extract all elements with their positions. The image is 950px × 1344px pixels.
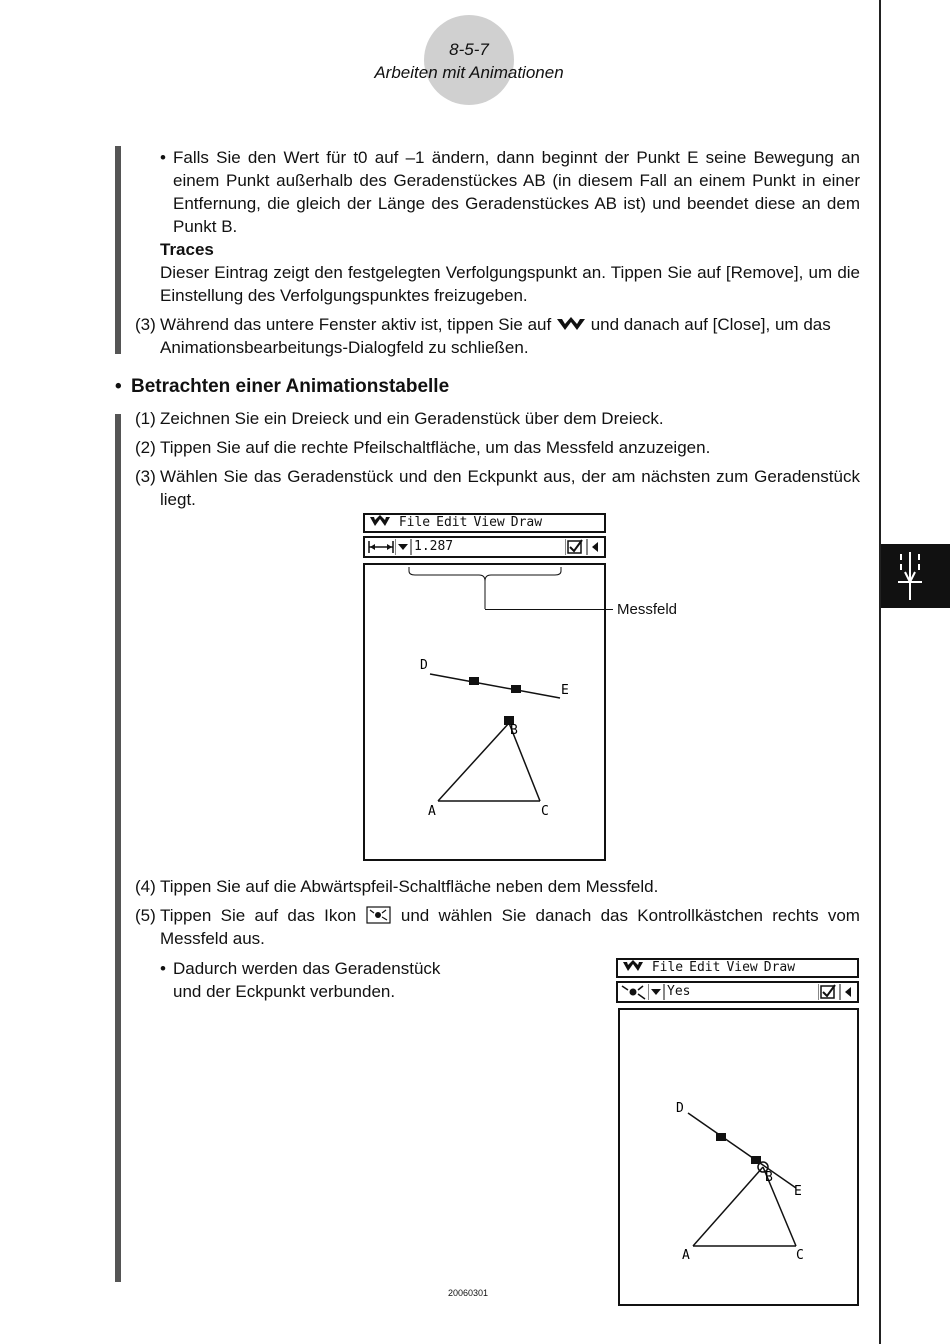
bullet-dot: • — [160, 148, 166, 167]
traces-text: Dieser Eintrag zeigt den festgelegten Verfolgungspunkt an. Tippen Sie auf [Remove], um die Einstellung des Verfolgungspunktes freizugeben. — [160, 263, 860, 305]
measure-input[interactable]: Yes — [667, 984, 691, 999]
checkbox-and-arrow — [818, 984, 856, 1000]
measure-bar — [616, 981, 859, 1003]
step5-text-before: Tippen Sie auf das Ikon — [160, 906, 357, 925]
callout-label: Messfeld — [617, 601, 678, 618]
point-label: C — [541, 804, 549, 819]
point-label: E — [794, 1184, 802, 1199]
menu-edit[interactable]: Edit — [436, 515, 468, 530]
bullet5-text: Dadurch werden das Geradenstück und der Eckpunkt verbunden. — [173, 959, 441, 1001]
screenshot-1 — [363, 513, 606, 861]
screenshot-2 — [616, 958, 859, 1306]
step1-text: Zeichnen Sie ein Dreieck und ein Geradenstück über dem Dreieck. — [160, 409, 664, 428]
measure-bar — [363, 536, 606, 558]
bullet-text: Falls Sie den Wert für t0 auf –1 ändern, dann beginnt der Punkt E seine Bewegung an einem Punkt außerhalb des Geradenstückes AB (in diesem Fall an einem Punkt in einer Entfernung, die gleich der Länge des Geradenstückes AB ist) und beendet diese an dem Punkt B. — [173, 148, 860, 236]
menu-bar — [616, 958, 859, 978]
point-on-curve-icon[interactable] — [619, 984, 649, 1000]
header-circle — [424, 15, 514, 105]
traces-heading: Traces — [160, 240, 214, 259]
menu-view[interactable]: View — [473, 515, 505, 530]
change-bar-1 — [115, 146, 121, 354]
geometry-canvas[interactable] — [618, 1008, 859, 1306]
menu-draw[interactable]: Draw — [763, 960, 796, 975]
point-label: A — [428, 804, 436, 819]
menu-view[interactable]: View — [726, 960, 758, 975]
footer-code: 20060301 — [448, 1288, 489, 1298]
callout-line — [485, 609, 613, 610]
chapter-tab — [881, 544, 950, 608]
menu-icon — [556, 316, 586, 332]
menu-draw[interactable]: Draw — [510, 515, 543, 530]
page-number: 8-5-7 — [449, 40, 489, 59]
step-number: (3) — [135, 467, 156, 486]
point-label: B — [765, 1170, 773, 1185]
margin-rule — [879, 0, 881, 1344]
dropdown-arrow-icon[interactable] — [649, 984, 665, 1000]
measure-input[interactable]: 1.287 — [414, 539, 454, 554]
step5-text — [160, 904, 860, 950]
step-number: (4) — [135, 877, 156, 896]
geometry-figure — [620, 1010, 857, 1304]
step-number: (3) — [135, 315, 156, 334]
point-label: E — [561, 683, 569, 698]
section-bullet: • — [115, 376, 122, 397]
geometry-app-icon — [881, 544, 950, 608]
bullet-dot: • — [160, 959, 166, 978]
page-title: Arbeiten mit Animationen — [374, 63, 564, 82]
step3-text — [160, 313, 860, 359]
step2-text: Tippen Sie auf die rechte Pfeilschaltfläche, um das Messfeld anzuzeigen. — [160, 438, 711, 457]
step-number: (2) — [135, 438, 156, 457]
step-number: (1) — [135, 409, 156, 428]
menu-file[interactable]: File — [651, 960, 684, 975]
length-icon[interactable] — [366, 539, 396, 555]
point-label: C — [796, 1248, 804, 1263]
step3-text-before: Während das untere Fenster aktiv ist, tippen Sie auf — [160, 315, 552, 334]
checkbox-and-arrow — [565, 539, 603, 555]
point-label: A — [682, 1248, 690, 1263]
menu-icon — [622, 960, 644, 972]
geometry-canvas[interactable] — [363, 563, 606, 861]
change-bar-2 — [115, 414, 121, 1282]
menu-icon — [369, 515, 391, 527]
point-label: D — [676, 1101, 684, 1116]
point-label: B — [510, 723, 518, 738]
menu-edit[interactable]: Edit — [689, 960, 721, 975]
step3-text-after: und danach auf [Close], um das Animationsbearbeitungs-Dialogfeld zu schließen. — [160, 315, 831, 357]
menu-file[interactable]: File — [398, 515, 431, 530]
step-number: (5) — [135, 906, 156, 925]
step5-text-after: und wählen Sie danach das Kontrollkästchen rechts vom Messfeld aus. — [160, 906, 860, 948]
step4-text: Tippen Sie auf die Abwärtspfeil-Schaltfläche neben dem Messfeld. — [160, 877, 659, 896]
menu-bar — [363, 513, 606, 533]
dropdown-arrow-icon[interactable] — [396, 539, 412, 555]
step3b-text: Wählen Sie das Geradenstück und den Eckpunkt aus, der am nächsten zum Geradenstück liegt. — [160, 467, 860, 509]
point-on-curve-icon — [366, 906, 392, 924]
section-heading: Betrachten einer Animationstabelle — [131, 376, 450, 397]
point-label: D — [420, 658, 428, 673]
